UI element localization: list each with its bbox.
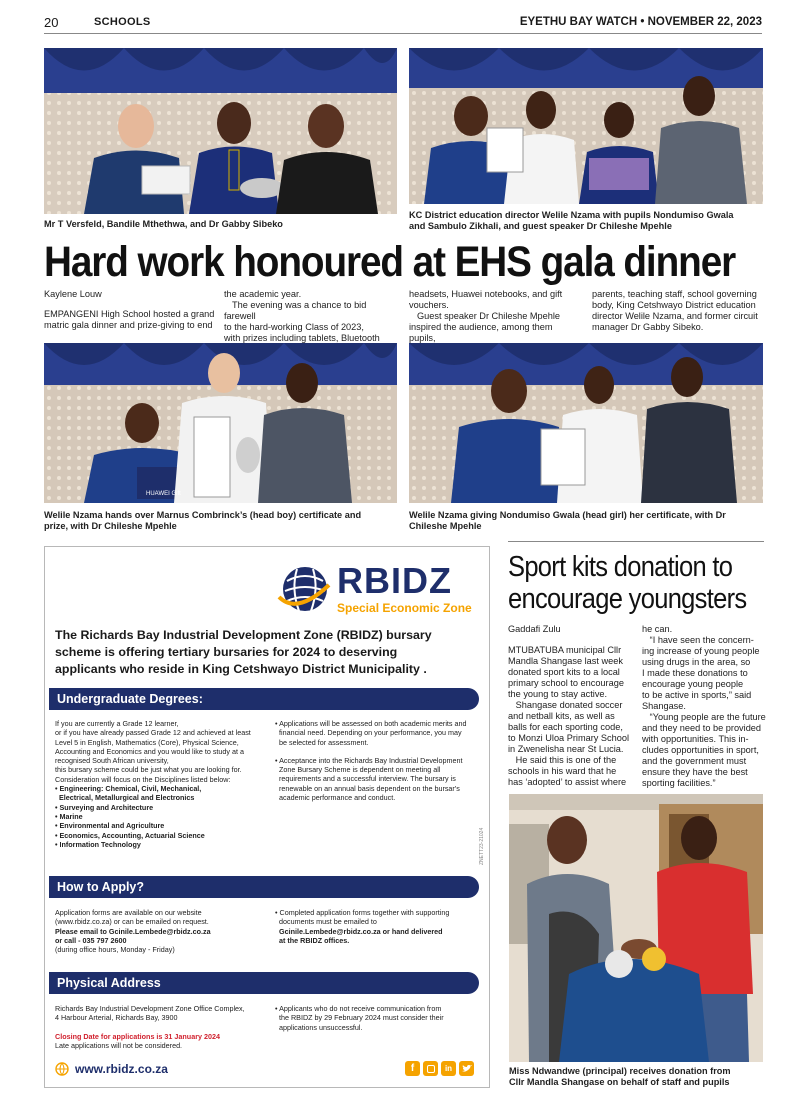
discipline-item: • Information Technology xyxy=(55,839,141,849)
sport-right-line: Shangase. xyxy=(642,701,686,711)
photo-versfeld-mthethwa-sibeko xyxy=(44,48,397,214)
ug-right-line: • Applications will be assessed on both academic merits and xyxy=(275,719,467,728)
rbidz-advert xyxy=(44,546,490,1088)
article-col-2 xyxy=(224,289,396,344)
social-icons xyxy=(405,1061,474,1076)
how-to-apply-band: How to Apply? xyxy=(49,876,479,898)
photo-head-girl-certificate xyxy=(409,343,763,503)
page-header xyxy=(44,12,762,32)
instagram-icon[interactable] xyxy=(423,1061,438,1076)
article-text: matric gala dinner and prize-giving to end xyxy=(44,320,213,330)
ug-left-line: Level 5 in English, Mathematics (Core), Physical Science, xyxy=(55,737,239,747)
sport-left-line: schools in his ward that he xyxy=(508,766,617,776)
sport-right-line: I made these donations to xyxy=(642,668,748,678)
sport-rule xyxy=(508,541,764,542)
caption-photo-3-line-2: prize, with Dr Chileshe Mpehle xyxy=(44,521,177,531)
article-text: body, King Cetshwayo District education xyxy=(592,300,756,310)
ug-right-line: academic performance and conduct. xyxy=(275,793,396,803)
ug-right-line: Zone Bursary Scheme is dependent on meeting all xyxy=(275,765,441,775)
ug-left-line: recognised South African university, xyxy=(55,756,169,766)
apply-right-line: documents must be emailed to xyxy=(275,917,377,927)
sport-left-line: and netball kits, as well as xyxy=(508,711,615,721)
discipline-item: • Environmental and Agriculture xyxy=(55,821,165,831)
ug-left-line: If you are currently a Grade 12 learner, xyxy=(55,719,179,728)
globe-icon xyxy=(277,561,333,617)
photo-nzama-pupils-mpehle xyxy=(409,48,763,204)
sport-left-line: balls for each sporting code, xyxy=(508,722,623,732)
sport-right-line: ensure they have the best xyxy=(642,767,748,777)
caption-photo-4-line-2: Chileshe Mpehle xyxy=(409,521,482,531)
sport-right-line: using drugs in the area, so xyxy=(642,657,751,667)
article-text: EMPANGENI High School hosted a grand xyxy=(44,309,215,319)
article-text: inspired the audience, among them pupils, xyxy=(409,322,553,343)
sport-headline-line: encourage youngsters xyxy=(508,583,747,615)
undergraduate-band: Undergraduate Degrees: xyxy=(49,688,479,710)
discipline-item: • Marine xyxy=(55,811,83,821)
address-left-line: 4 Harbour Arterial, Richards Bay, 3900 xyxy=(55,1013,178,1023)
ad-code: ZNETT23-21024 xyxy=(479,827,485,865)
closing-date: Closing Date for applications is 31 January 2024 xyxy=(55,1031,220,1041)
article-text: headsets, Huawei notebooks, and gift xyxy=(409,289,563,299)
header-rule xyxy=(44,33,762,34)
apply-right-line: • Completed application forms together with supporting xyxy=(275,908,450,917)
caption-sport-line-1: Miss Ndwandwe (principal) receives donation from xyxy=(509,1066,731,1076)
sport-right-line: cludes opportunities in sport, xyxy=(642,745,759,755)
caption-photo-2-line-2: and Sambulo Zikhali, and guest speaker Dr Chileshe Mpehle xyxy=(409,221,672,231)
ug-left-line: Consideration will focus on the Disciplines listed below: xyxy=(55,774,231,784)
article-col-4 xyxy=(592,289,764,333)
apply-right-line: at the RBIDZ offices. xyxy=(275,935,350,945)
sport-left-line: to Monzi Uloa Primary School xyxy=(508,733,630,743)
sport-left-line: the young to stay active. xyxy=(508,689,608,699)
sport-left-line: MTUBATUBA municipal Cllr xyxy=(508,645,622,655)
discipline-item: • Economics, Accounting, Actuarial Science xyxy=(55,830,205,840)
apply-left-line: Please email to Gcinile.Lembede@rbidz.co.za xyxy=(55,926,211,936)
caption-sport-line-2: Cllr Mandla Shangase on behalf of staff and pupils xyxy=(509,1077,730,1087)
sport-headline xyxy=(508,551,747,615)
ug-left-text xyxy=(55,719,270,849)
apply-left-line: (www.rbidz.co.za) or can be emailed on request. xyxy=(55,917,209,927)
article-text: parents, teaching staff, school governing xyxy=(592,289,757,299)
globe-small-icon xyxy=(55,1062,69,1076)
sport-right-line: he can. xyxy=(642,624,673,634)
article-text: manager Dr Gabby Sibeko. xyxy=(592,322,704,332)
address-left-text xyxy=(55,1004,270,1050)
sport-left-line: in Zwenelisha near St Lucia. xyxy=(508,744,624,754)
caption-photo-3-line-1: Welile Nzama hands over Marnus Combrinck’s (head boy) certificate and xyxy=(44,510,362,520)
sport-right-line: and the government must xyxy=(642,756,747,766)
ad-website[interactable] xyxy=(55,1062,168,1076)
rbidz-logo-subtitle: Special Economic Zone xyxy=(337,601,472,615)
article-text: to the hard-working Class of 2023, xyxy=(224,322,364,332)
caption-photo-2-line-1: KC District education director Welile Nzama with pupils Nondumiso Gwala xyxy=(409,210,734,220)
physical-address-band: Physical Address xyxy=(49,972,479,994)
gift-box-label: HUAWEI Gift xyxy=(146,491,181,497)
article-headline: Hard work honoured at EHS gala dinner xyxy=(44,238,736,286)
ug-right-line: renewable on an annual basis dependent on the bursar's xyxy=(275,783,460,793)
ug-right-line: • Acceptance into the Richards Bay Industrial Development xyxy=(275,755,463,765)
sport-right-line: encourage young people xyxy=(642,679,744,689)
article-text: The evening was a chance to bid farewell xyxy=(224,300,367,321)
sport-left-line: primary school to encourage xyxy=(508,678,624,688)
discipline-item: • Surveying and Architecture xyxy=(55,802,154,812)
apply-left-text xyxy=(55,908,270,954)
rbidz-logo xyxy=(277,561,477,619)
address-right-line: the RBIDZ by 29 February 2024 must consider their xyxy=(275,1013,444,1023)
apply-right-text xyxy=(275,908,485,945)
sport-col-2 xyxy=(642,624,768,789)
apply-left-line: Application forms are available on our website xyxy=(55,908,202,917)
late-notice: Late applications will not be considered. xyxy=(55,1040,183,1050)
masthead: EYETHU BAY WATCH • NOVEMBER 22, 2023 xyxy=(519,16,762,28)
discipline-item: • Engineering: Chemical, Civil, Mechanical, xyxy=(55,784,202,794)
address-left-line: Richards Bay Industrial Development Zone Office Complex, xyxy=(55,1004,245,1013)
sport-right-line: sporting facilities.” xyxy=(642,778,716,788)
address-right-line: • Applicants who do not receive communication from xyxy=(275,1004,442,1013)
ad-intro-line: The Richards Bay Industrial Development Zone (RBIDZ) bursary xyxy=(55,628,432,642)
sport-right-line: “Young people are the future xyxy=(642,712,766,722)
ug-right-line: financial need. Depending on your performance, you may xyxy=(275,728,462,738)
rbidz-logo-text: RBIDZ xyxy=(337,560,452,601)
sport-left-line: has ‘adopted’ to assist where xyxy=(508,777,627,787)
sport-right-line: and they need to be provided xyxy=(642,723,762,733)
ug-right-line xyxy=(275,747,485,756)
ad-intro-line: scheme is offering tertiary bursaries for 2024 to deserving xyxy=(55,645,398,659)
caption-photo-4-line-1: Welile Nzama giving Nondumiso Gwala (head girl) her certificate, with Dr xyxy=(409,510,726,520)
sport-left-line: Mandla Shangase last week xyxy=(508,656,623,666)
ug-left-line: or if you have already passed Grade 12 and achieved at least xyxy=(55,728,251,738)
section-name: SCHOOLS xyxy=(94,16,151,28)
photo-sport-kit-donation xyxy=(509,794,763,1062)
sport-left-line: Shangase donated soccer xyxy=(508,700,623,710)
sport-left-line: donated sport kits to a local xyxy=(508,667,620,677)
address-right-text xyxy=(275,1004,485,1032)
article-col-3 xyxy=(409,289,581,344)
address-right-line: applications unsuccessful. xyxy=(275,1022,363,1032)
website-link[interactable]: www.rbidz.co.za xyxy=(75,1062,168,1076)
sport-col-1 xyxy=(508,624,638,788)
sport-right-line: with opportunities. This in- xyxy=(642,734,749,744)
apply-left-line: (during office hours, Monday - Friday) xyxy=(55,945,175,955)
ad-intro-line: applicants who reside in King Cetshwayo District Municipality . xyxy=(55,662,427,676)
article-col-1 xyxy=(44,289,216,331)
apply-left-line: or call - 035 797 2600 xyxy=(55,935,127,945)
page-number: 20 xyxy=(44,14,59,30)
ad-intro xyxy=(55,627,485,678)
caption-photo-1: Mr T Versfeld, Bandile Mthethwa, and Dr Gabby Sibeko xyxy=(44,219,283,229)
article-text: Guest speaker Dr Chileshe Mpehle xyxy=(417,311,560,321)
byline: Kaylene Louw xyxy=(44,289,102,299)
sport-right-line: “I have seen the concern- xyxy=(642,635,754,645)
twitter-icon[interactable] xyxy=(459,1061,474,1076)
facebook-icon[interactable]: f xyxy=(405,1061,420,1076)
linkedin-icon[interactable]: in xyxy=(441,1061,456,1076)
article-text: vouchers. xyxy=(409,300,449,310)
sport-right-line: to be active in sports,” said xyxy=(642,690,752,700)
article-text: with prizes including tablets, Bluetooth xyxy=(224,333,380,343)
sport-byline: Gaddafi Zulu xyxy=(508,624,561,634)
apply-right-line: Gcinile.Lembede@rbidz.co.za or hand delivered xyxy=(275,926,443,936)
photo-head-boy-certificate xyxy=(44,343,397,503)
ug-right-line: requirements and a successful interview. The bursary is xyxy=(275,774,456,784)
ug-right-text xyxy=(275,719,485,802)
article-text: director Welile Nzama, and former circuit xyxy=(592,311,758,321)
sport-headline-line: Sport kits donation to xyxy=(508,551,733,583)
ug-right-line: be selected for assessment. xyxy=(275,737,369,747)
article-text: the academic year. xyxy=(224,289,302,299)
sport-left-line: He said this is one of the xyxy=(508,755,617,765)
ug-left-line: this bursary scheme could be just what you are looking for. xyxy=(55,765,242,775)
ug-left-line: Accounting and Economics and you would like to study at a xyxy=(55,746,244,756)
sport-right-line: ing increase of young people xyxy=(642,646,760,656)
discipline-item: Electrical, Metallurgical and Electronics xyxy=(55,793,195,803)
